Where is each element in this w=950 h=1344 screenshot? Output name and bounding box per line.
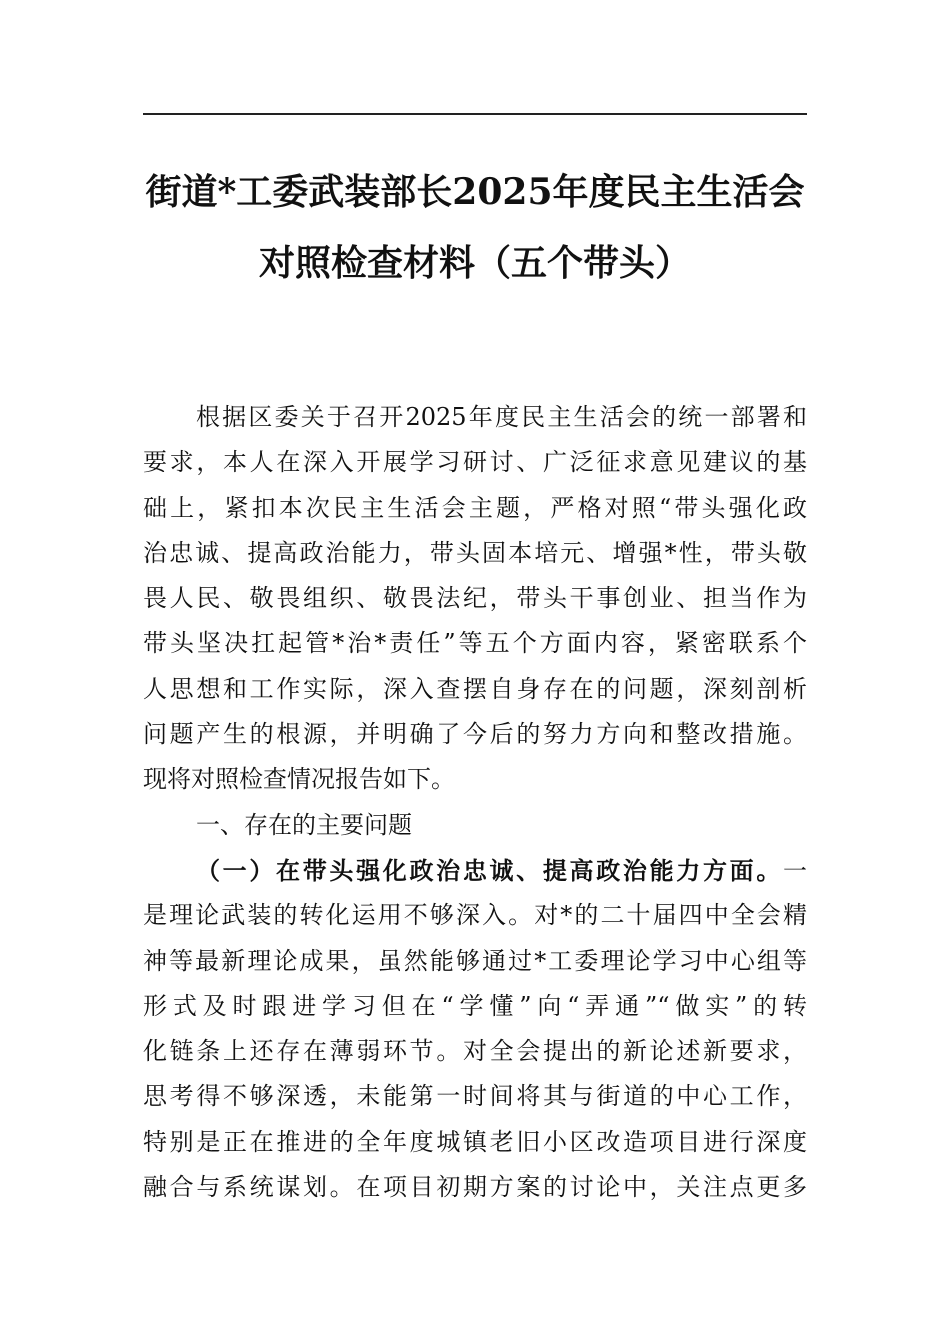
intro-line: 根据区委关于召开2025年度民主生活会的统一部署和 — [196, 403, 807, 431]
intro-line: 现将对照检查情况报告如下。 — [143, 765, 455, 794]
intro-line: 畏人民、敬畏组织、敬畏法纪，带头干事创业、担当作为 — [143, 584, 807, 613]
document-title-line-1: 街道*工委武装部长2025年度民主生活会 — [145, 171, 805, 213]
subsection-line: 形式及时跟进学习但在“学懂”向“弄通”“做实”的转 — [143, 991, 807, 1020]
intro-line: 治忠诚、提高政治能力，带头固本培元、增强*性，带头敬 — [143, 538, 807, 567]
subsection-lead: （一）在带头强化政治忠诚、提高政治能力方面。 — [196, 855, 783, 885]
intro-line: 问题产生的根源，并明确了今后的努力方向和整改措施。 — [143, 720, 807, 749]
subsection-line: 特别是正在推进的全年度城镇老旧小区改造项目进行深度 — [143, 1127, 807, 1156]
subsection-line: 是理论武装的转化运用不够深入。对*的二十届四中全会精 — [143, 901, 807, 930]
intro-line: 带头坚决扛起管*治*责任”等五个方面内容，紧密联系个 — [143, 629, 807, 658]
document-title-line-2: 对照检查材料（五个带头） — [258, 242, 691, 284]
subsection-line: 融合与系统谋划。在项目初期方案的讨论中，关注点更多 — [143, 1173, 807, 1202]
header-rule — [143, 113, 807, 115]
intro-line: 人思想和工作实际，深入查摆自身存在的问题，深刻剖析 — [143, 674, 807, 703]
section-heading: 一、存在的主要问题 — [196, 810, 412, 839]
subsection-line: 化链条上还存在薄弱环节。对全会提出的新论述新要求， — [143, 1037, 807, 1066]
subsection-line: 神等最新理论成果，虽然能够通过*工委理论学习中心组等 — [143, 946, 807, 975]
subsection-first-tail: 一 — [783, 856, 807, 885]
subsection-first-line — [143, 848, 807, 893]
subsection-line: 思考得不够深透，未能第一时间将其与街道的中心工作， — [143, 1082, 807, 1111]
document-body — [143, 395, 807, 1210]
intro-line: 础上，紧扣本次民主生活会主题，严格对照“带头强化政 — [143, 493, 807, 522]
intro-line: 要求，本人在深入开展学习研讨、广泛征求意见建议的基 — [143, 448, 807, 477]
